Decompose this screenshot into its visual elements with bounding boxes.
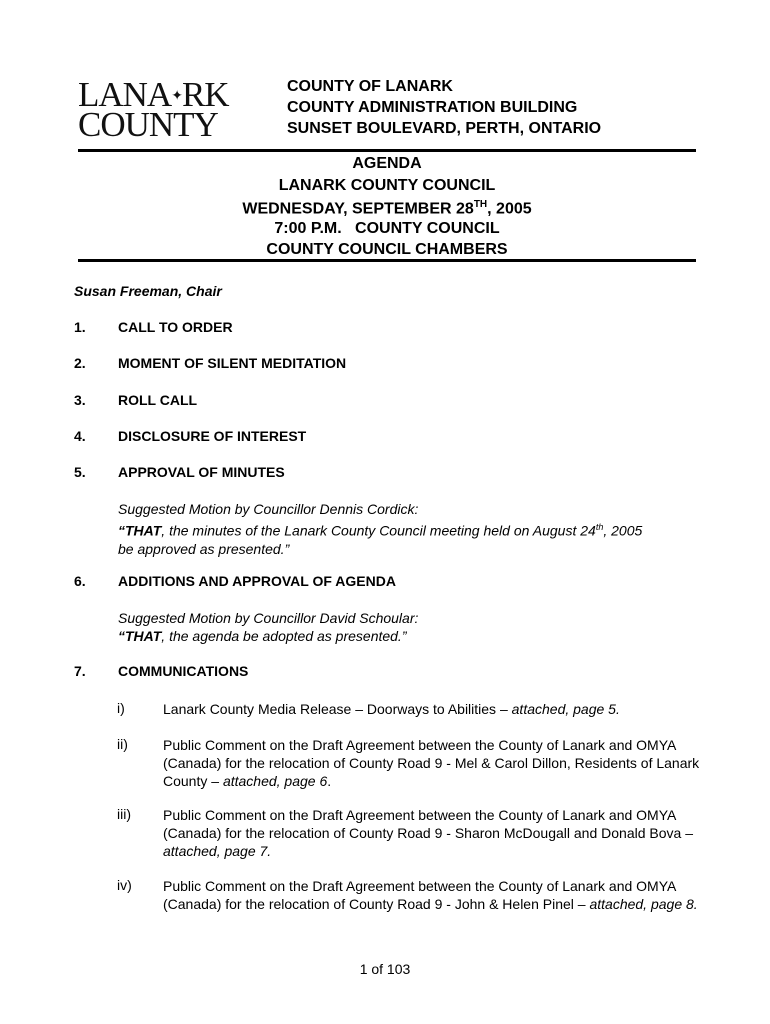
item-number: 3. <box>74 392 86 408</box>
motion-agenda: Suggested Motion by Councillor David Schoular: “THAT, the agenda be adopted as presented.” <box>118 610 419 644</box>
communication-number: iv) <box>117 877 132 893</box>
meeting-date: WEDNESDAY, SEPTEMBER 28TH, 2005 <box>242 199 532 218</box>
bottom-divider <box>78 259 696 262</box>
meeting-location: COUNTY COUNCIL CHAMBERS <box>266 241 508 258</box>
communication-item: Lanark County Media Release – Doorways to Abilities – attached, page 5. <box>163 701 620 717</box>
item-number: 6. <box>74 573 86 589</box>
header-line-2: COUNTY ADMINISTRATION BUILDING <box>287 99 578 116</box>
council-title: LANARK COUNTY COUNCIL <box>278 177 496 194</box>
maple-leaf-icon: ✦ <box>171 89 182 104</box>
item-roll-call: ROLL CALL <box>118 392 198 408</box>
item-number: 4. <box>74 428 86 444</box>
header-line-1: COUNTY OF LANARK <box>287 78 453 95</box>
top-divider <box>78 149 696 152</box>
page-number: 1 of 103 <box>359 961 411 977</box>
header-line-3: SUNSET BOULEVARD, PERTH, ONTARIO <box>287 120 602 137</box>
item-number: 2. <box>74 355 86 371</box>
item-silent-meditation: MOMENT OF SILENT MEDITATION <box>118 355 347 371</box>
item-call-to-order: CALL TO ORDER <box>118 319 233 335</box>
item-number: 1. <box>74 319 86 335</box>
communication-item: Public Comment on the Draft Agreement between the County of Lanark and OMYA (Canada) for the relocation of County Road 9 - Sharon McDougall and Donald Bova – attached, page 7. <box>163 807 693 859</box>
communication-number: iii) <box>117 806 131 822</box>
communication-item: Public Comment on the Draft Agreement between the County of Lanark and OMYA (Canada) for the relocation of County Road 9 - Mel & Carol Dillon, Residents of Lanark County – attached, page 6. <box>163 737 700 789</box>
motion-minutes: Suggested Motion by Councillor Dennis Cordick: “THAT, the minutes of the Lanark County Council meeting held on August 24th, 2005 be approved as presented.” <box>118 501 643 557</box>
communication-number: ii) <box>117 736 128 752</box>
item-approval-minutes: APPROVAL OF MINUTES <box>118 464 285 480</box>
logo-text-lana: LANA <box>78 75 172 114</box>
communication-item: Public Comment on the Draft Agreement between the County of Lanark and OMYA (Canada) for the relocation of County Road 9 - John & Helen Pinel – attached, page 8. <box>163 878 698 912</box>
item-communications: COMMUNICATIONS <box>118 663 249 679</box>
chair-name: Susan Freeman, Chair <box>74 283 222 299</box>
logo-text-county: COUNTY <box>78 105 218 144</box>
meeting-time: 7:00 P.M. COUNTY COUNCIL <box>274 220 500 237</box>
item-number: 5. <box>74 464 86 480</box>
lanark-county-logo <box>78 75 229 144</box>
item-number: 7. <box>74 663 86 679</box>
agenda-title: AGENDA <box>352 155 422 172</box>
communication-number: i) <box>117 700 125 716</box>
logo-text-rk: RK <box>181 75 229 114</box>
item-additions-agenda: ADDITIONS AND APPROVAL OF AGENDA <box>118 573 396 589</box>
item-disclosure: DISCLOSURE OF INTEREST <box>118 428 307 444</box>
